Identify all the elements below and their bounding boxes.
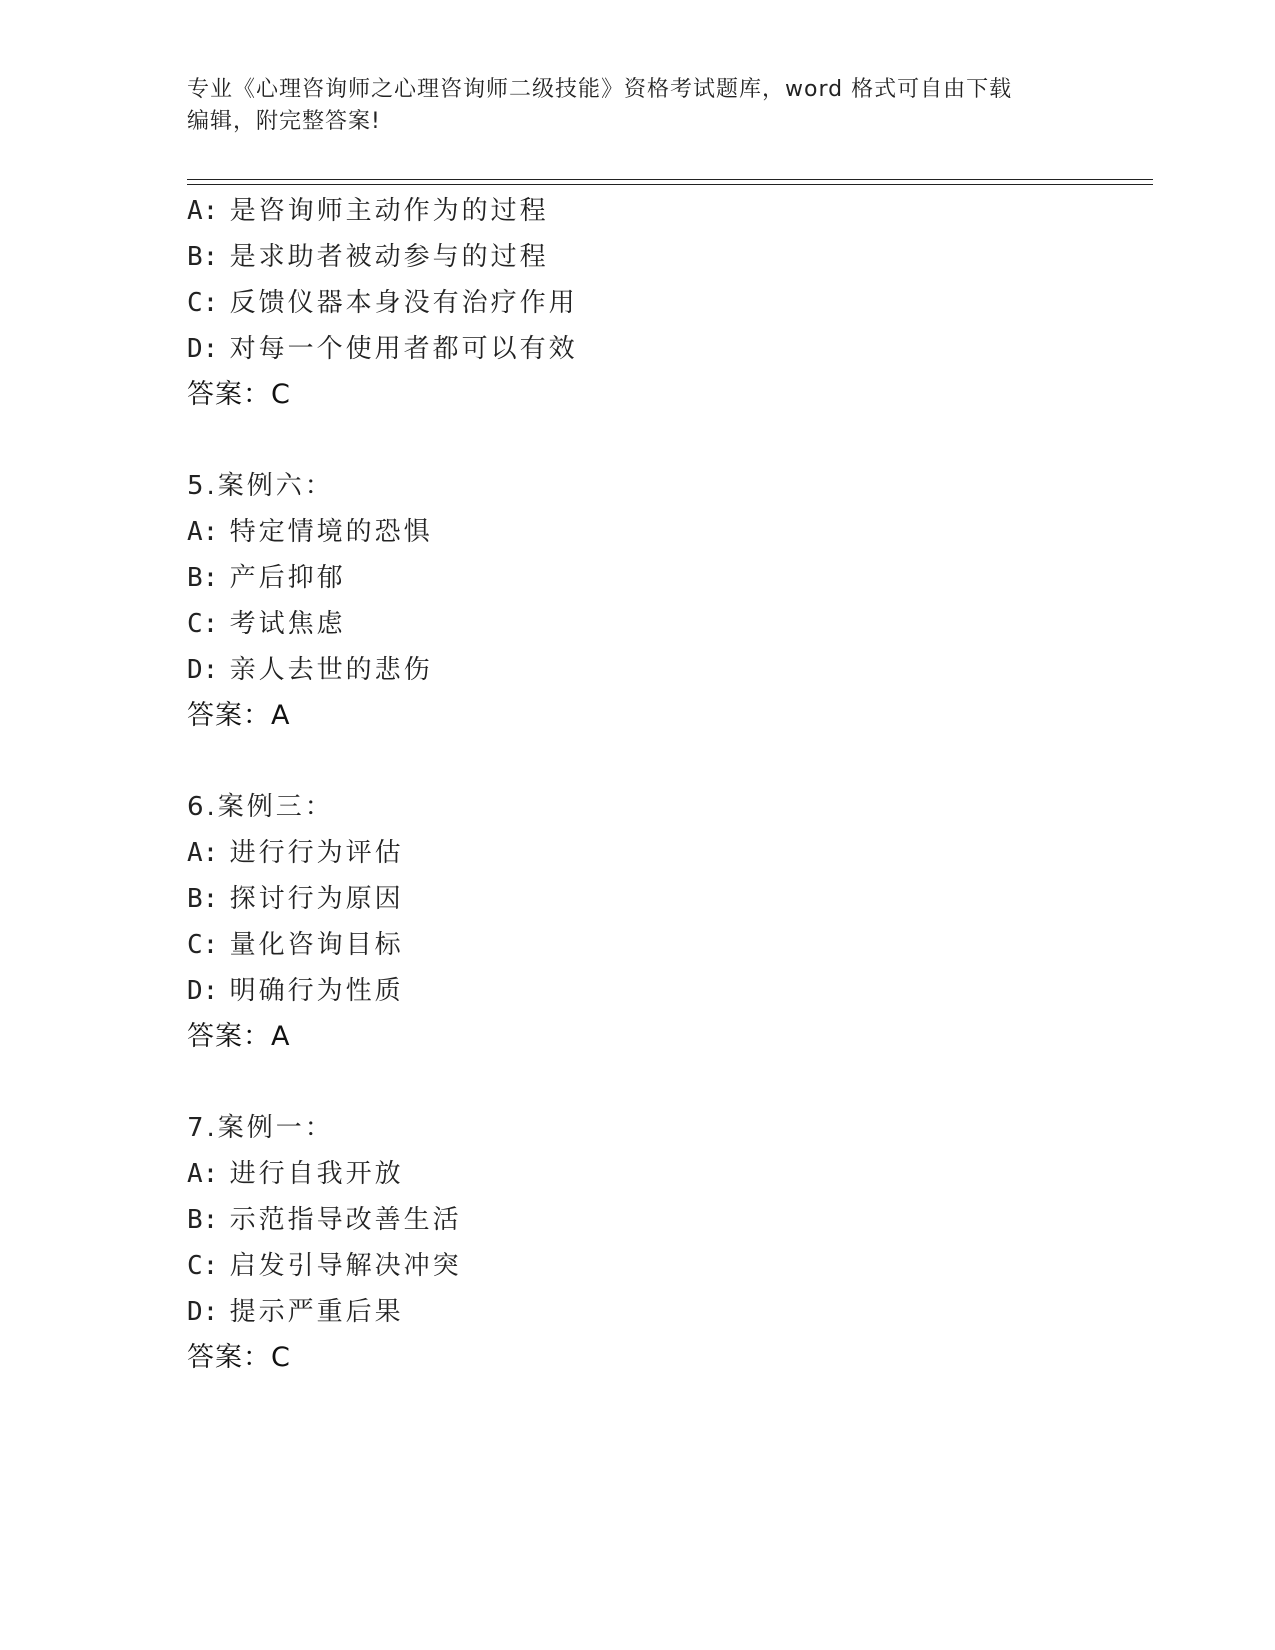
question-block-partial: [187, 188, 1147, 418]
option-c: C: 反馈仪器本身没有治疗作用: [187, 288, 578, 318]
header-divider-bottom: [187, 184, 1153, 185]
question-title: 6.案例三：: [187, 792, 334, 822]
option-a: A: 是咨询师主动作为的过程: [187, 196, 549, 226]
question-block-6: [187, 784, 1147, 1060]
header-line-1: 专业《心理咨询师之心理咨询师二级技能》资格考试题库，word 格式可自由下载: [187, 77, 1013, 102]
option-d: D: 提示严重后果: [187, 1297, 404, 1327]
option-c: C: 启发引导解决冲突: [187, 1251, 462, 1281]
question-block-5: [187, 463, 1147, 739]
answer: 答案：C: [187, 1342, 291, 1373]
option-a: A: 特定情境的恐惧: [187, 517, 433, 547]
option-c: C: 量化咨询目标: [187, 930, 404, 960]
header-divider-top: [187, 179, 1153, 180]
document-header: [187, 74, 1087, 138]
answer: 答案：A: [187, 700, 291, 731]
option-a: A: 进行自我开放: [187, 1159, 404, 1189]
question-list: [187, 188, 1147, 1381]
option-c: C: 考试焦虑: [187, 609, 346, 639]
option-b: B: 是求助者被动参与的过程: [187, 242, 549, 272]
option-b: B: 示范指导改善生活: [187, 1205, 462, 1235]
question-block-7: [187, 1105, 1147, 1381]
option-d: D: 亲人去世的悲伤: [187, 655, 433, 685]
header-line-2: 编辑，附完整答案!: [187, 109, 381, 134]
option-b: B: 产后抑郁: [187, 563, 346, 593]
question-title: 5.案例六：: [187, 471, 334, 501]
question-title: 7.案例一：: [187, 1113, 334, 1143]
option-d: D: 对每一个使用者都可以有效: [187, 334, 578, 364]
answer: 答案：C: [187, 379, 291, 410]
option-b: B: 探讨行为原因: [187, 884, 404, 914]
answer: 答案：A: [187, 1021, 291, 1052]
option-a: A: 进行行为评估: [187, 838, 404, 868]
option-d: D: 明确行为性质: [187, 976, 404, 1006]
